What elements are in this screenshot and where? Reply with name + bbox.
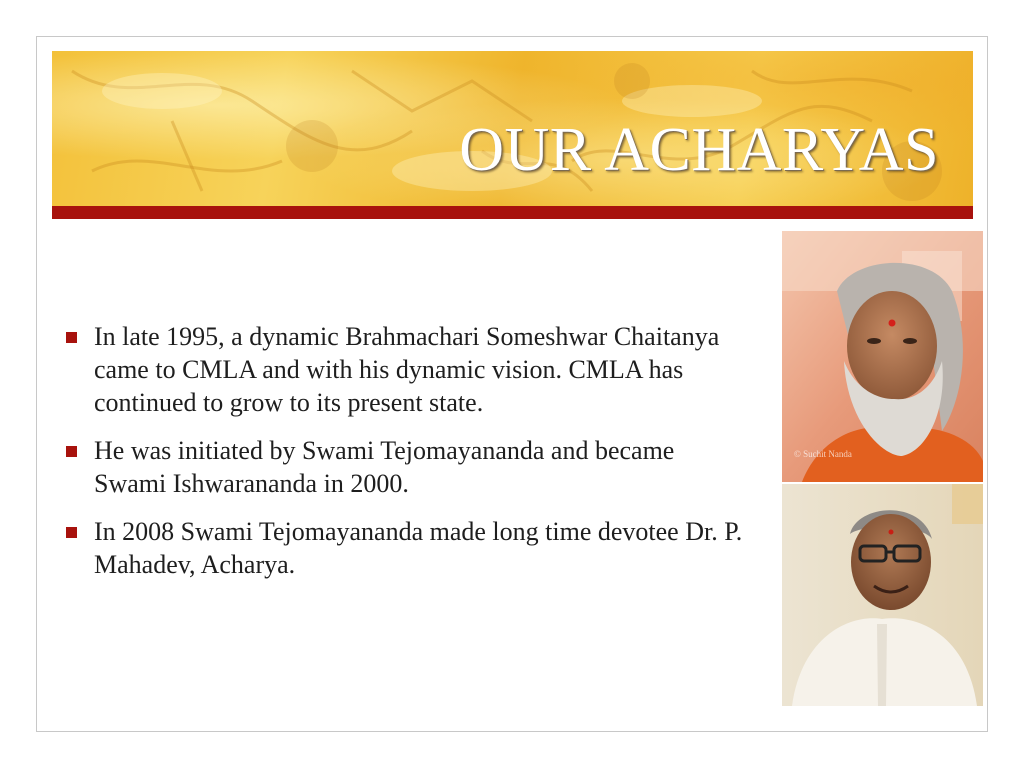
title-underline-bar [52,206,973,219]
mahadev-portrait-image [782,484,983,706]
bullet-item [62,515,752,581]
bullet-item [62,434,752,500]
bullet-text: In 2008 Swami Tejomayananda made long time devotee Dr. P. Mahadev, Acharya. [94,517,743,579]
square-bullet-icon [66,332,77,343]
bullet-list [62,320,752,596]
bullet-text: In late 1995, a dynamic Brahmachari Someshwar Chaitanya came to CMLA and with his dynamic vision. CMLA has continued to grow to its present state. [94,322,720,417]
square-bullet-icon [66,446,77,457]
slide-title: OUR ACHARYAS [459,116,939,184]
bullet-text: He was initiated by Swami Tejomayananda and became Swami Ishwarananda in 2000. [94,436,675,498]
photo-watermark: © Suchit Nanda [794,449,852,459]
title-banner [52,51,973,206]
bullet-item [62,320,752,419]
swami-portrait-image [782,231,983,482]
square-bullet-icon [66,527,77,538]
swami-portrait-photo [782,231,983,482]
mahadev-portrait-photo [782,484,983,706]
